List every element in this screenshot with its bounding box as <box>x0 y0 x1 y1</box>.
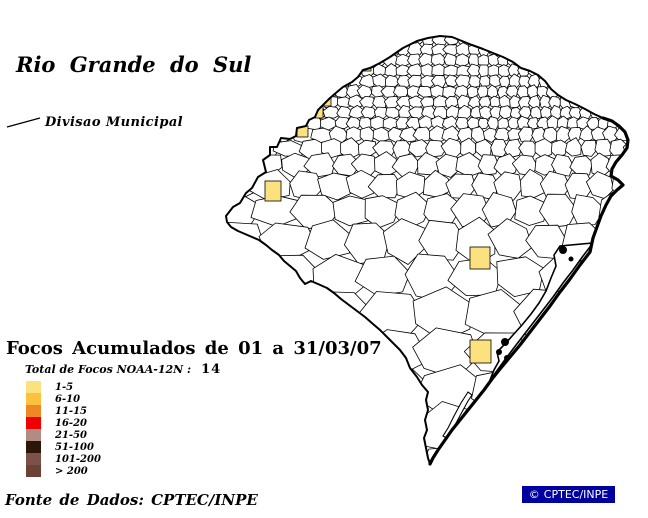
legend-range-label: 51-100 <box>55 441 94 453</box>
divisao-municipal-line <box>7 118 40 127</box>
legend-range-label: 21-50 <box>55 429 87 441</box>
legend-range-label: 1-5 <box>55 381 74 393</box>
legend-range-label: 16-20 <box>55 417 87 429</box>
legend-range-label: 6-10 <box>55 393 81 405</box>
credit-badge <box>522 486 615 503</box>
data-source-text: Fonte de Dados: CPTEC/INPE <box>5 491 258 509</box>
legend-range-label: 11-15 <box>55 405 87 417</box>
page-title: Rio Grande do Sul <box>16 52 252 77</box>
fire-highlight-municipality <box>470 247 490 269</box>
legend-color-swatch <box>26 405 41 417</box>
total-focos-label: Total de Focos NOAA-12N : <box>25 363 192 376</box>
total-focos-row <box>25 362 221 377</box>
legend-color-swatch <box>26 429 41 441</box>
legend-row <box>26 453 101 465</box>
legend-row <box>26 393 101 405</box>
legend-color-swatch <box>26 453 41 465</box>
legend-row <box>26 429 101 441</box>
legend-color-swatch <box>26 381 41 393</box>
legend-row <box>26 441 101 453</box>
copyright-icon: © <box>528 488 540 501</box>
legend-range-label: > 200 <box>55 465 88 477</box>
legend-row <box>26 381 101 393</box>
legend-row <box>26 465 101 477</box>
fire-highlight-municipality <box>265 181 281 201</box>
legend-color-swatch <box>26 465 41 477</box>
legend-color-swatch <box>26 441 41 453</box>
divisao-municipal-label: Divisao Municipal <box>45 115 183 130</box>
legend-row <box>26 417 101 429</box>
focos-legend <box>26 381 101 477</box>
focos-period-title: Focos Acumulados de 01 a 31/03/07 <box>6 338 382 359</box>
legend-range-label: 101-200 <box>55 453 101 465</box>
legend-color-swatch <box>26 417 41 429</box>
fire-highlight-municipality <box>470 340 491 363</box>
legend-color-swatch <box>26 393 41 405</box>
legend-row <box>26 405 101 417</box>
credit-badge-text: CPTEC/INPE <box>543 488 609 501</box>
total-focos-value: 14 <box>201 362 222 377</box>
